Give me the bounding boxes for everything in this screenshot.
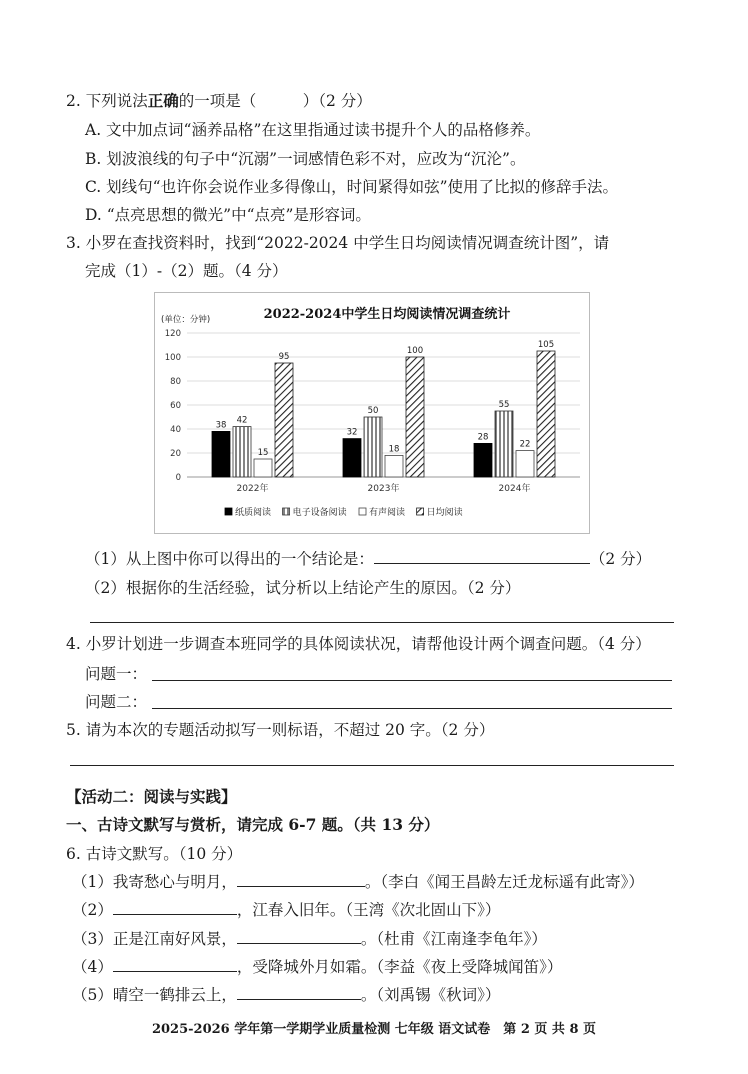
y-tick-label: 0 <box>175 473 181 483</box>
bar-value-label: 32 <box>346 427 358 438</box>
q6-item-5-blank[interactable] <box>237 985 361 1000</box>
bar <box>406 357 424 477</box>
legend-swatch <box>359 508 366 515</box>
bar-value-label: 22 <box>519 439 531 450</box>
q6-item-5-pre: （5）晴空一鹤排云上， <box>72 986 237 1004</box>
q6-item-4 <box>72 957 562 977</box>
q6-item-2 <box>72 900 500 920</box>
q4-prompt-1: 问题一： <box>85 665 148 683</box>
q2-option-a: A. 文中加点词“涵养品格”在这里指通过读书提升个人的品格修养。 <box>85 121 541 139</box>
q2-stem-emphasis: 正确 <box>147 91 179 110</box>
q6-item-1-post: 。（李白《闻王昌龄左迁龙标遥有此寄》） <box>364 873 644 891</box>
bar <box>212 431 230 477</box>
y-tick-label: 120 <box>164 329 181 339</box>
q6-item-4-pre: （4） <box>72 958 113 976</box>
q6-item-4-post: ，受降城外月如霜。（李益《夜上受降城闻笛》） <box>236 958 563 976</box>
bar <box>275 363 293 477</box>
q6-item-4-blank[interactable] <box>113 957 237 972</box>
legend-swatch <box>225 508 232 515</box>
y-tick-label: 60 <box>170 401 181 411</box>
bar-value-label: 38 <box>215 420 227 431</box>
q4-prompt-2: 问题二： <box>85 693 148 711</box>
bar <box>385 455 403 477</box>
chart-title: 2022-2024中学生日均阅读情况调查统计 <box>263 307 511 322</box>
legend-swatch <box>417 508 424 515</box>
q6-item-5-post: 。（刘禹锡《秋词》） <box>360 986 501 1004</box>
legend-entry: 有声阅读 <box>369 508 406 518</box>
bar-value-label: 18 <box>388 444 400 455</box>
q2-option-d: D. “点亮思想的微光”中“点亮”是形容词。 <box>85 206 371 224</box>
bar <box>474 443 492 477</box>
activity-heading: 【活动二：阅读与实践】 <box>66 787 237 806</box>
q6-item-3-blank[interactable] <box>237 929 361 944</box>
q3-sub2: （2）根据你的生活经验，试分析以上结论产生的原因。（2 分） <box>85 579 521 597</box>
legend-entry: 电子设备阅读 <box>292 508 347 518</box>
q2-stem <box>66 91 372 111</box>
chart-canvas <box>155 293 589 533</box>
q2-option-c: C. 划线句“也许你会说作业多得像山，时间紧得如弦”使用了比拟的修辞手法。 <box>85 178 619 196</box>
q3-sub1-text: （1）从上图中你可以得出的一个结论是： <box>85 550 374 568</box>
q6-item-2-blank[interactable] <box>113 900 237 915</box>
y-tick-label: 20 <box>170 449 181 459</box>
q6-item-3-post: 。（杜甫《江南逢李龟年》） <box>360 930 547 948</box>
bar <box>364 417 382 477</box>
bar-value-label: 28 <box>477 432 489 443</box>
bar <box>233 427 251 477</box>
bar-value-label: 55 <box>498 400 510 410</box>
q2-stem-pre: 2. 下列说法 <box>66 92 148 110</box>
q3-sub1-answer-blank[interactable] <box>374 549 590 564</box>
x-tick-label: 2024年 <box>498 484 531 494</box>
bar <box>343 439 361 477</box>
legend-entry: 纸质阅读 <box>235 508 272 518</box>
bar <box>537 351 555 477</box>
q5-stem: 5. 请为本次的专题活动拟写一则标语，不超过 20 字。（2 分） <box>66 721 495 739</box>
q6-item-1 <box>72 872 644 892</box>
q4-answer-line-1[interactable] <box>152 680 672 681</box>
q3-stem-line1: 3. 小罗在查找资料时，找到“2022-2024 中学生日均阅读情况调查统计图”，请 <box>66 234 610 252</box>
q3-sub2-answer-line[interactable] <box>90 622 674 623</box>
q6-item-1-pre: （1）我寄愁心与明月， <box>72 873 237 891</box>
bar-value-label: 105 <box>537 340 555 350</box>
bar-value-label: 95 <box>278 352 290 362</box>
bar <box>495 411 513 477</box>
bar <box>254 459 272 477</box>
q6-stem: 6. 古诗文默写。（10 分） <box>66 845 243 863</box>
q2-option-b: B. 划波浪线的句子中“沉溺”一词感情色彩不对，应改为“沉沦”。 <box>85 150 526 168</box>
q4-stem: 4. 小罗计划进一步调查本班同学的具体阅读状况，请帮他设计两个调查问题。（4 分） <box>66 635 651 653</box>
bar-value-label: 15 <box>257 448 269 458</box>
q3-stem-line2: 完成（1）-（2）题。（4 分） <box>85 262 288 280</box>
q6-item-3-pre: （3）正是江南好风景， <box>72 930 237 948</box>
q5-answer-line[interactable] <box>70 765 674 766</box>
bar <box>516 451 534 477</box>
q4-answer-line-2[interactable] <box>152 708 672 709</box>
page-footer: 2025-2026 学年第一学期学业质量检测 七年级 语文试卷 第 2 页 共 8 页 <box>151 1022 597 1037</box>
legend-entry: 日均阅读 <box>426 508 463 518</box>
q2-stem-post: 的一项是（ ）（2 分） <box>178 92 372 110</box>
bar-value-label: 42 <box>236 415 248 426</box>
q6-item-2-pre: （2） <box>72 901 113 919</box>
q6-item-3 <box>72 929 547 949</box>
q6-item-1-blank[interactable] <box>237 872 365 887</box>
legend-swatch <box>283 508 290 515</box>
y-tick-label: 100 <box>164 353 181 363</box>
x-tick-label: 2022年 <box>236 484 269 494</box>
q6-item-5 <box>72 985 500 1005</box>
bar-value-label: 100 <box>406 346 424 356</box>
y-tick-label: 80 <box>170 377 181 387</box>
q3-sub1-score: （2 分） <box>589 550 652 568</box>
bar-value-label: 50 <box>367 406 379 416</box>
part-one-heading: 一、古诗文默写与赏析，请完成 6-7 题。（共 13 分） <box>66 815 440 834</box>
x-tick-label: 2023年 <box>367 484 400 494</box>
q6-item-2-post: ，江春入旧年。（王湾《次北固山下》） <box>236 901 501 919</box>
q3-sub1 <box>85 549 651 569</box>
reading-survey-chart <box>154 292 590 534</box>
chart-unit-label: (单位：分钟) <box>161 315 211 325</box>
y-tick-label: 40 <box>170 425 181 435</box>
